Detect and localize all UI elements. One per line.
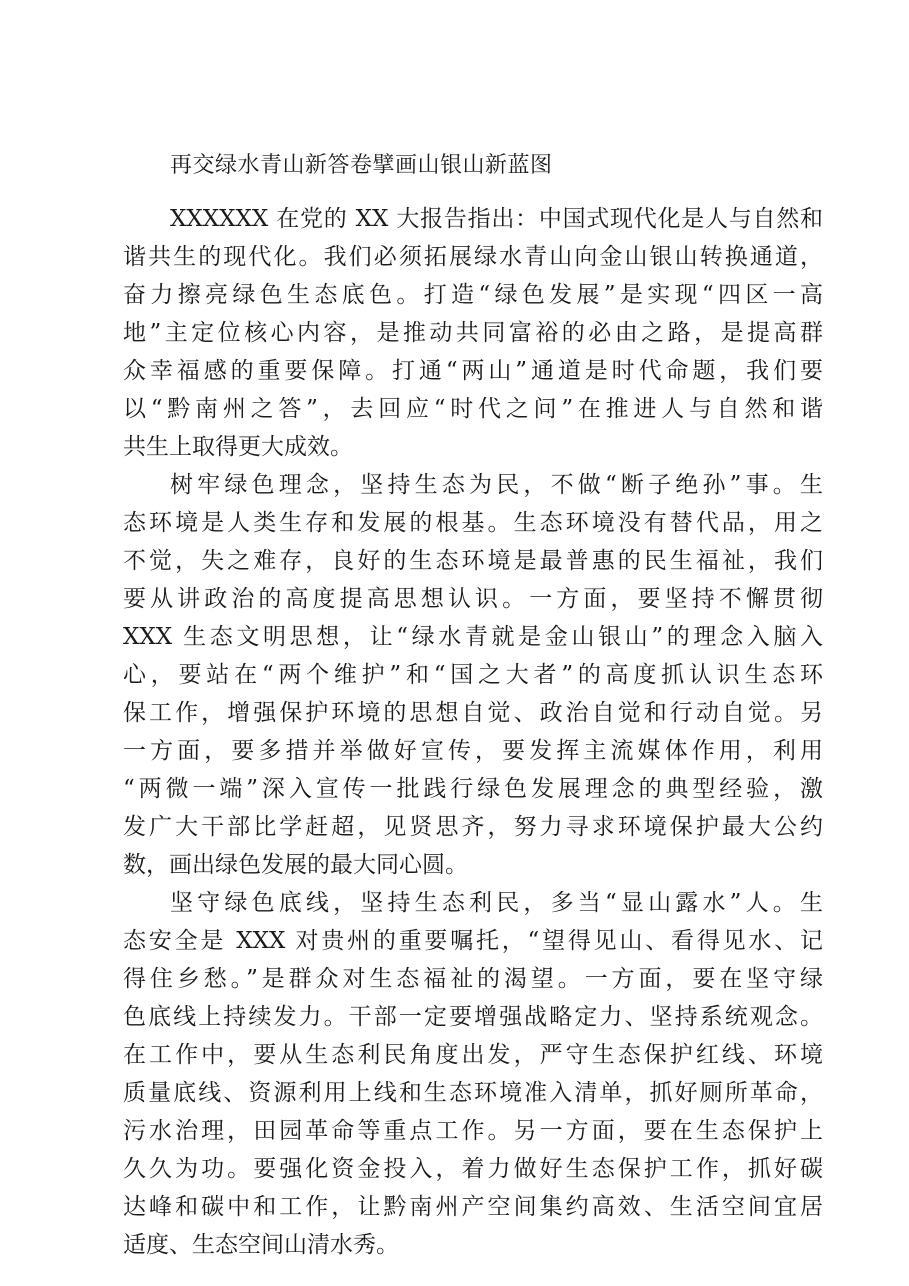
text-line: “两微一端”深入宣传一批践行绿色发展理念的典型经验，激 (123, 776, 823, 802)
document-body (123, 200, 823, 1264)
text-line: 污水治理，田园革命等重点工作。另一方面，要在生态保护上 (123, 1118, 823, 1144)
text-line: XXXXXX 在党的 XX 大报告指出：中国式现代化是人与自然和 (170, 206, 823, 232)
text-line: 数，画出绿色发展的最大同心圆。 (123, 852, 468, 878)
text-line: 树牢绿色理念，坚持生态为民，不做“断子绝孙”事。生 (170, 472, 823, 498)
paragraph-3 (123, 884, 823, 1264)
text-line: 以“黔南州之答”，去回应“时代之问”在推进人与自然和谐 (123, 396, 823, 422)
document-title: 再交绿水青山新答卷擘画山银山新蓝图 (170, 153, 553, 178)
text-line: 坚守绿色底线，坚持生态利民，多当“显山露水”人。生 (170, 890, 823, 916)
text-line: 一方面，要多措并举做好宣传，要发挥主流媒体作用，利用 (123, 738, 823, 764)
text-line: 在工作中，要从生态利民角度出发，严守生态保护红线、环境 (123, 1042, 823, 1068)
text-line: 众幸福感的重要保障。打通“两山”通道是时代命题，我们要 (123, 358, 823, 384)
text-line: 地”主定位核心内容，是推动共同富裕的必由之路，是提高群 (123, 320, 823, 346)
text-line: 不觉，失之难存，良好的生态环境是最普惠的民生福祉，我们 (123, 548, 823, 574)
text-line: 发广大干部比学赶超，见贤思齐，努力寻求环境保护最大公约 (123, 814, 823, 840)
text-line: 质量底线、资源利用上线和生态环境准入清单，抓好厕所革命， (123, 1080, 823, 1106)
text-line: 共生上取得更大成效。 (123, 434, 353, 460)
paragraph-1 (123, 200, 823, 466)
text-line: 要从讲政治的高度提高思想认识。一方面，要坚持不懈贯彻 (123, 586, 823, 612)
text-line: 色底线上持续发力。干部一定要增强战略定力、坚持系统观念。 (123, 1004, 823, 1030)
text-line: 保工作，增强保护环境的思想自觉、政治自觉和行动自觉。另 (123, 700, 823, 726)
paragraph-2 (123, 466, 823, 884)
text-line: 奋力擦亮绿色生态底色。打造“绿色发展”是实现“四区一高 (123, 282, 823, 308)
text-line: 态安全是 XXX 对贵州的重要嘱托，“望得见山、看得见水、记 (123, 928, 823, 954)
text-line: 得住乡愁。”是群众对生态福祉的渴望。一方面，要在坚守绿 (123, 966, 823, 992)
text-line: 适度、生态空间山清水秀。 (123, 1232, 399, 1258)
text-line: 谐共生的现代化。我们必须拓展绿水青山向金山银山转换通道， (123, 244, 823, 270)
text-line: 久久为功。要强化资金投入，着力做好生态保护工作，抓好碳 (123, 1156, 823, 1182)
text-line: XXX 生态文明思想，让“绿水青就是金山银山”的理念入脑入 (123, 624, 823, 650)
text-line: 达峰和碳中和工作，让黔南州产空间集约高效、生活空间宜居 (123, 1194, 823, 1220)
text-line: 态环境是人类生存和发展的根基。生态环境没有替代品，用之 (123, 510, 823, 536)
text-line: 心，要站在“两个维护”和“国之大者”的高度抓认识生态环 (123, 662, 823, 688)
